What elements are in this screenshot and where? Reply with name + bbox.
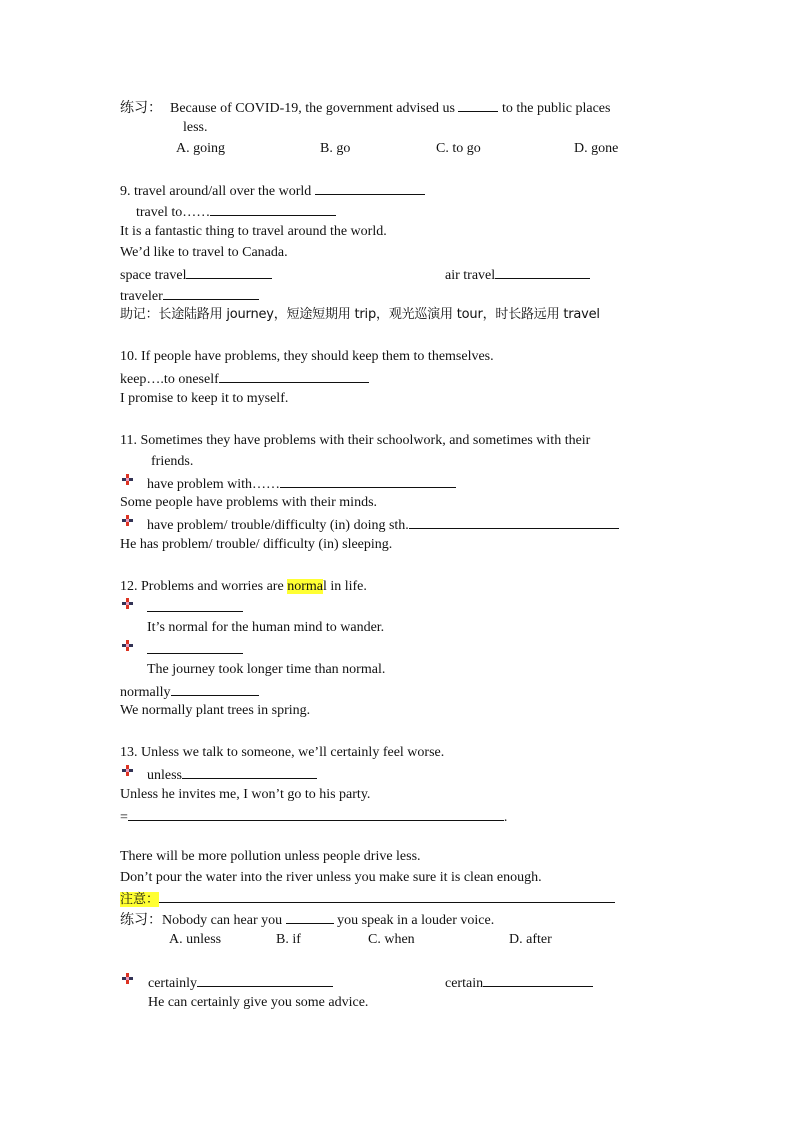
section-10-title: 10. If people have problems, they should keep them to themselves. xyxy=(120,349,494,364)
answer-blank[interactable] xyxy=(219,369,369,383)
answer-blank[interactable] xyxy=(171,682,259,696)
example-sentence: He has problem/ trouble/ difficulty (in) sleeping. xyxy=(120,537,393,552)
bullet-icon xyxy=(122,765,133,776)
option-b: B. if xyxy=(276,932,301,947)
travel-to-text: travel to…… xyxy=(136,205,211,220)
certain-text: certain xyxy=(445,976,484,991)
section-12-title xyxy=(120,578,367,596)
practice-label: 练习： xyxy=(120,101,162,116)
unless-line xyxy=(147,765,317,785)
period: . xyxy=(503,810,508,825)
option-c: C. when xyxy=(368,932,415,947)
phrase-text: have problem/ trouble/difficulty (in) doing sth. xyxy=(147,518,409,533)
memory-tip: 助记：长途陆路用 journey，短途短期用 trip，观光巡演用 tour，时长路远用 travel xyxy=(120,307,600,322)
option-d: D. gone xyxy=(574,141,619,156)
bullet-icon xyxy=(122,598,133,609)
bullet-icon xyxy=(122,973,133,984)
bullet-icon xyxy=(122,515,133,526)
have-problem-doing-line xyxy=(147,515,619,535)
traveler-line xyxy=(120,286,259,306)
bullet-icon xyxy=(122,474,133,485)
option-a: A. unless xyxy=(169,932,222,947)
phrase-text: keep….to oneself xyxy=(120,372,219,387)
answer-blank[interactable] xyxy=(315,181,425,195)
phrase-text: have problem with…… xyxy=(147,477,280,492)
answer-blank[interactable] xyxy=(280,474,456,488)
normally-line xyxy=(120,682,259,702)
answer-blank[interactable] xyxy=(186,265,272,279)
example-sentence: He can certainly give you some advice. xyxy=(148,995,369,1010)
highlighted-word: norma xyxy=(287,579,323,594)
answer-blank[interactable] xyxy=(483,973,593,987)
example-sentence: Some people have problems with their minds. xyxy=(120,495,378,510)
answer-blank[interactable] xyxy=(163,286,259,300)
equals-sign: = xyxy=(120,810,128,825)
answer-line[interactable] xyxy=(147,598,243,618)
option-d: D. after xyxy=(509,932,552,947)
certain-line xyxy=(445,973,593,993)
practice-question-2 xyxy=(120,910,494,930)
example-sentence: It’s normal for the human mind to wander. xyxy=(147,620,385,635)
question-continuation: less. xyxy=(183,120,208,135)
answer-line[interactable] xyxy=(147,640,243,660)
option-c: C. to go xyxy=(436,141,481,156)
practice-label: 练习： xyxy=(120,913,162,928)
air-travel-text: air travel xyxy=(445,268,496,283)
traveler-text: traveler xyxy=(120,289,163,304)
have-problem-with-line xyxy=(147,474,456,494)
option-a: A. going xyxy=(176,141,225,156)
answer-blank[interactable] xyxy=(159,889,615,903)
example-sentence: Unless he invites me, I won’t go to his party. xyxy=(120,787,371,802)
answer-blank[interactable] xyxy=(147,598,243,612)
note-line xyxy=(120,889,615,909)
section-9-title xyxy=(120,181,425,201)
example-sentence: Don’t pour the water into the river unless you make sure it is clean enough. xyxy=(120,870,542,885)
section-11-title: 11. Sometimes they have problems with their schoolwork, and sometimes with their xyxy=(120,433,591,448)
question-text: Because of COVID-19, the government advised us xyxy=(170,101,455,116)
certainly-line xyxy=(148,973,333,993)
note-label: 注意： xyxy=(120,892,160,907)
example-sentence: We’d like to travel to Canada. xyxy=(120,245,288,260)
answer-blank[interactable] xyxy=(409,515,619,529)
rewrite-line xyxy=(120,807,507,827)
question-text: Nobody can hear you xyxy=(162,913,283,928)
example-sentence: I promise to keep it to myself. xyxy=(120,391,289,406)
section-9-title-text: 9. travel around/all over the world xyxy=(120,184,312,199)
unless-text: unless xyxy=(147,768,182,783)
answer-blank[interactable] xyxy=(210,202,336,216)
section-11-title-cont: friends. xyxy=(151,454,194,469)
air-travel-line xyxy=(445,265,590,285)
title-text: 12. Problems and worries are xyxy=(120,579,284,594)
travel-to-line xyxy=(136,202,336,222)
question-text-end: to the public places xyxy=(501,101,611,116)
bullet-icon xyxy=(122,640,133,651)
option-b: B. go xyxy=(320,141,351,156)
answer-blank[interactable] xyxy=(197,973,333,987)
practice-question-1 xyxy=(120,98,610,118)
question-text-end: you speak in a louder voice. xyxy=(337,913,495,928)
example-sentence: We normally plant trees in spring. xyxy=(120,703,311,718)
keep-to-oneself-line xyxy=(120,369,369,389)
answer-blank[interactable] xyxy=(182,765,317,779)
space-travel-text: space travel xyxy=(120,268,187,283)
section-13-title: 13. Unless we talk to someone, we’ll certainly feel worse. xyxy=(120,745,445,760)
title-text-end: l in life. xyxy=(322,579,367,594)
normally-text: normally xyxy=(120,685,171,700)
answer-blank[interactable] xyxy=(458,98,498,112)
example-sentence: The journey took longer time than normal. xyxy=(147,662,386,677)
certainly-text: certainly xyxy=(148,976,197,991)
answer-blank[interactable] xyxy=(286,910,334,924)
answer-blank[interactable] xyxy=(128,807,504,821)
example-sentence: It is a fantastic thing to travel around the world. xyxy=(120,224,387,239)
space-travel-line xyxy=(120,265,272,285)
answer-blank[interactable] xyxy=(147,640,243,654)
example-sentence: There will be more pollution unless people drive less. xyxy=(120,849,421,864)
answer-blank[interactable] xyxy=(495,265,590,279)
